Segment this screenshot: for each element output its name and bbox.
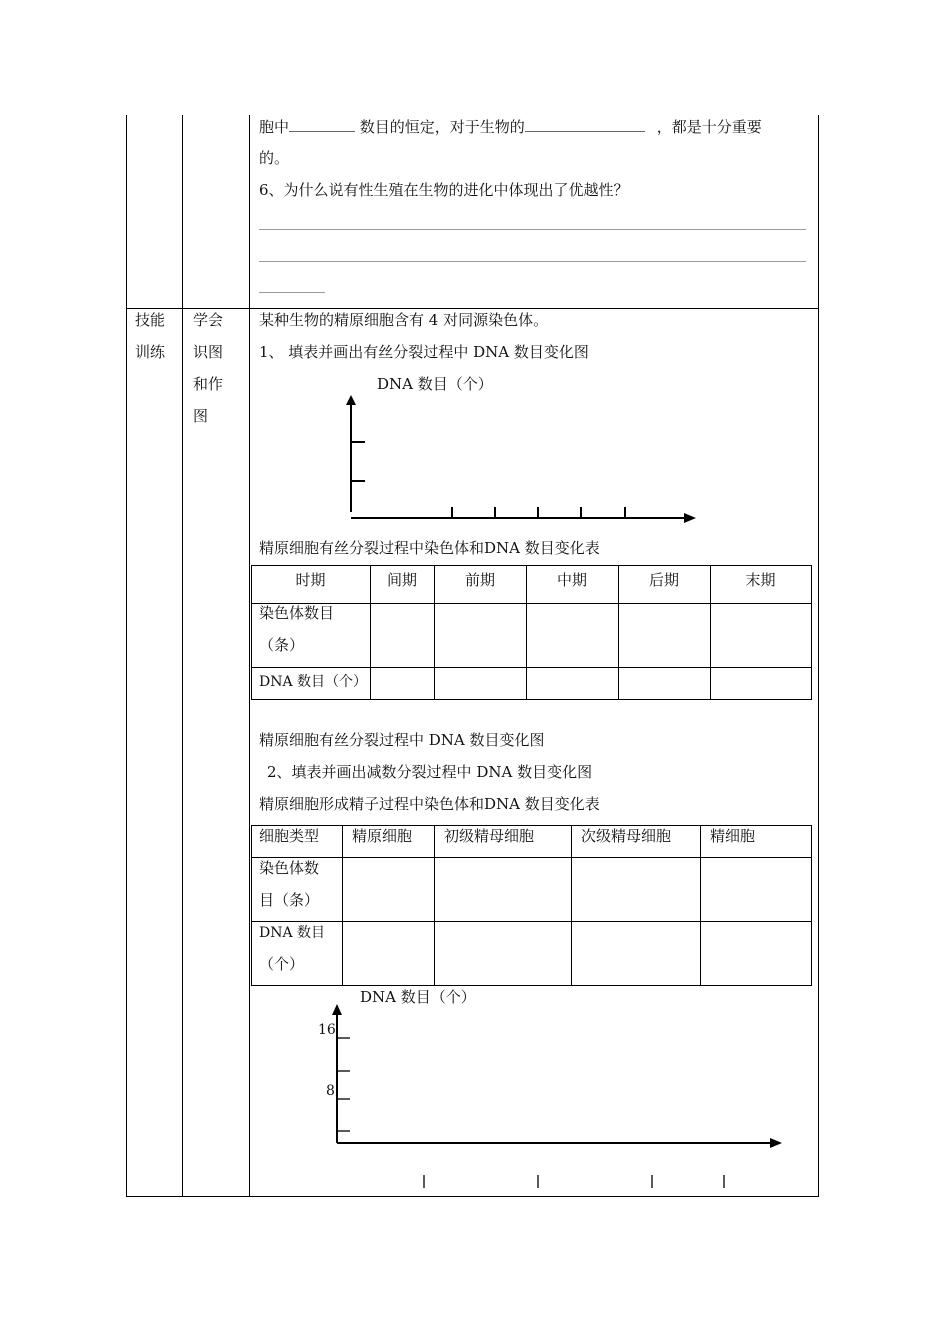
table2-row2-label-b: （个） <box>259 955 305 973</box>
chart2-ylabel: DNA 数目（个） <box>360 988 476 1006</box>
table1-row1-label-b: （条） <box>259 636 305 654</box>
table1-row1-label-a: 染色体数目 <box>259 604 335 622</box>
table1-row2-label: DNA 数目（个） <box>259 674 368 690</box>
table1-header-period: 时期 <box>295 571 326 589</box>
table2-caption: 精原细胞形成精子过程中染色体和DNA 数目变化表 <box>259 795 600 813</box>
task2-title: 2、填表并画出减数分裂过程中 DNA 数目变化图 <box>267 763 593 781</box>
chart2-ytick-label-8: 8 <box>326 1083 335 1099</box>
table1-header-metaphase: 中期 <box>556 571 587 589</box>
table2-header-primary-spermatocyte: 初级精母细胞 <box>444 827 535 845</box>
chart1-caption: 精原细胞有丝分裂过程中 DNA 数目变化图 <box>259 731 545 749</box>
table2-row1-label-b: 目（条） <box>259 891 320 909</box>
subcategory-label-3: 和作 <box>193 375 224 393</box>
task1-title: 1、 填表并画出有丝分裂过程中 DNA 数目变化图 <box>259 343 589 361</box>
chart1-ylabel: DNA 数目（个） <box>377 375 493 393</box>
table2-header-cell-type: 细胞类型 <box>259 827 320 845</box>
table2-header-spermatogonium: 精原细胞 <box>352 827 413 845</box>
table2-row1-label-a: 染色体数 <box>259 859 320 877</box>
table2-row2-label-a: DNA 数目 <box>259 925 326 941</box>
table1-header-telophase: 末期 <box>745 571 776 589</box>
table2-header-secondary-spermatocyte: 次级精母细胞 <box>581 827 672 845</box>
category-label-2: 训练 <box>135 343 166 361</box>
subcategory-label-4: 图 <box>193 407 209 425</box>
table1-caption: 精原细胞有丝分裂过程中染色体和DNA 数目变化表 <box>259 539 600 557</box>
category-label-1: 技能 <box>135 311 166 329</box>
table1-header-interphase: 间期 <box>386 571 417 589</box>
top-line1-suffix: ，都是十分重要 <box>656 118 762 136</box>
subcategory-label-1: 学会 <box>193 311 224 329</box>
intro-text: 某种生物的精原细胞含有 4 对同源染色体。 <box>259 311 549 329</box>
top-line2: 的。 <box>259 149 290 167</box>
subcategory-label-2: 识图 <box>193 343 224 361</box>
top-line1-mid: 数目的恒定，对于生物的 <box>355 118 525 136</box>
table2-header-spermatid: 精细胞 <box>710 827 756 845</box>
chart2-x-arrow <box>770 1138 782 1148</box>
question-6: 6、为什么说有性生殖在生物的进化中体现出了优越性？ <box>259 181 629 199</box>
chart2-ytick-label-16: 16 <box>318 1022 336 1038</box>
top-line1-prefix: 胞中 <box>259 118 290 136</box>
table1-header-prophase: 前期 <box>464 571 495 589</box>
table1-header-anaphase: 后期 <box>648 571 679 589</box>
chart2-y-arrow <box>332 1004 342 1015</box>
